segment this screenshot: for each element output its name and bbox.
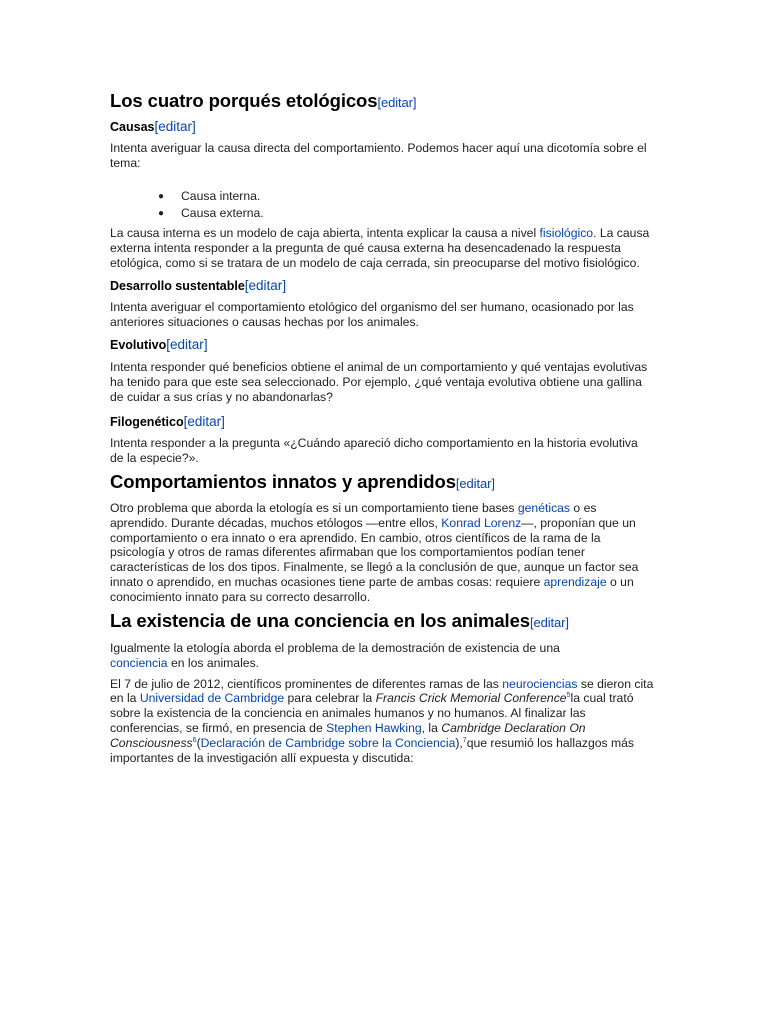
list-item-text: Causa externa. — [181, 206, 264, 220]
subsection-heading-causas: Causas[editar] — [110, 119, 196, 134]
text: en los animales. — [167, 655, 260, 670]
emphasis-conference-name: Francis Crick Memorial Conference — [375, 691, 567, 706]
text: para celebrar la — [284, 691, 376, 706]
link-aprendizaje[interactable]: aprendizaje — [543, 574, 607, 589]
list-item — [110, 205, 658, 222]
text: , la — [421, 720, 442, 735]
text: Igualmente la etología aborda el problema de la demostración de existencia de una — [110, 640, 560, 655]
link-neurociencias[interactable]: neurociencias — [502, 676, 578, 691]
edit-link[interactable]: editar — [170, 337, 204, 352]
subsection-heading-filogenetico: Filogenético[editar] — [110, 414, 225, 429]
section-heading-conciencia: La existencia de una conciencia en los animales[editar] — [110, 609, 569, 631]
section-title: Comportamientos innatos y aprendidos — [110, 471, 456, 492]
bullet-dot: ● — [158, 208, 165, 219]
text: se dieron cita en la — [110, 676, 654, 706]
bullet-dot: ● — [158, 191, 165, 202]
paragraph-causa-interna — [110, 226, 652, 271]
subsection-title: Filogenético — [110, 415, 184, 429]
paragraph-causas: Intenta averiguar la causa directa del comportamiento. Podemos hacer aquí una dicotomía sobre el tema: — [110, 141, 647, 170]
edit-link[interactable]: editar — [459, 476, 492, 491]
text: —, proponían que un comportamiento o era innato o era aprendido. En cambio, otros científicos de la rama de la psicología y otros de ramas diferentes afirmaban que los comportamientos podían tener características de los dos tipos. Finalmente, se llegó a la conclusión de que, aunque un factor sea innato o aprendido, en muchas ocasiones tiene parte de ambas cosas: requiere — [110, 515, 639, 589]
text: ( — [196, 735, 201, 750]
paragraph-filogenetico: Intenta responder a la pregunta «¿Cuándo apareció dicho comportamiento en la historia evolutiva de la especie?». — [110, 436, 638, 465]
section-heading-cuatro-porques: Los cuatro porqués etológicos[editar] — [110, 90, 417, 111]
text: Otro problema que aborda la etología es si un comportamiento tiene bases — [110, 501, 518, 515]
paragraph-desarrollo: Intenta averiguar el comportamiento etológico del organismo del ser humano, ocasionado por las anteriores situaciones o causas hechas por los animales. — [110, 300, 634, 329]
footnote-ref[interactable]: 5 — [566, 692, 571, 700]
text: El 7 de julio de 2012, científicos prominentes de diferentes ramas de las — [110, 676, 503, 691]
footnote-ref[interactable]: 6 — [192, 736, 197, 744]
text: o un conocimiento innato para su correcto desarrollo. — [110, 574, 634, 604]
subsection-heading-desarrollo: Desarrollo sustentable[editar] — [110, 278, 287, 293]
paragraph-conciencia-intro — [110, 641, 590, 671]
paragraph-evolutivo: Intenta responder qué beneficios obtiene el animal de un comportamiento y qué ventajas evolutivas ha tenido para que este sea seleccionado. Por ejemplo, ¿qué ventaja evolutiva obtiene una gallina de cuidar a sus crías y no abandonarlas? — [110, 360, 648, 404]
subsection-heading-evolutivo: Evolutivo[editar] — [110, 337, 208, 352]
edit-link[interactable]: editar — [187, 414, 222, 429]
section-title: La existencia de una conciencia en los animales — [110, 609, 530, 631]
link-geneticas[interactable]: genéticas — [517, 501, 571, 515]
text: . La causa externa intenta responder a la pregunta de qué causa externa ha desencadenado la respuesta etológica, como si se tratara de un modelo de caja cerrada, sin preocuparse del motivo fisiológico. — [110, 226, 650, 270]
link-konrad-lorenz[interactable]: Konrad Lorenz — [441, 515, 522, 530]
edit-link[interactable]: editar — [248, 278, 283, 293]
paragraph-cambridge — [110, 677, 658, 766]
subsection-title: Causas — [110, 120, 155, 134]
list-item-text: Causa interna. — [181, 189, 261, 203]
section-title: Los cuatro porqués etológicos — [110, 90, 378, 111]
section-heading-innatos: Comportamientos innatos y aprendidos[editar] — [110, 471, 495, 492]
edit-link[interactable]: editar — [380, 95, 413, 110]
list-item — [110, 188, 658, 205]
link-conciencia[interactable]: conciencia — [110, 655, 168, 670]
emphasis-declaration-name: Cambridge Declaration On Consciousness — [110, 720, 586, 750]
article-content — [110, 90, 658, 765]
edit-link[interactable]: editar — [533, 614, 566, 630]
text: La causa interna es un modelo de caja abierta, intenta explicar la causa a nivel — [110, 226, 540, 240]
text: la cual trató sobre la existencia de la conciencia en animales humanos y no humanos. Al finalizar las conferencias, se firmó, en presencia de — [110, 691, 634, 735]
text: ), — [455, 735, 463, 750]
link-declaracion-cambridge[interactable]: Declaración de Cambridge sobre la Conciencia — [200, 735, 456, 750]
footnote-ref[interactable]: 7 — [462, 736, 467, 744]
link-stephen-hawking[interactable]: Stephen Hawking — [326, 720, 422, 735]
link-universidad-cambridge[interactable]: Universidad de Cambridge — [139, 691, 285, 706]
text: que resumió los hallazgos más importantes de la investigación allí expuesta y discutida: — [110, 735, 635, 765]
subsection-title: Evolutivo — [110, 338, 167, 352]
paragraph-innatos — [110, 501, 655, 605]
link-fisiologico[interactable]: fisiológico — [539, 226, 594, 240]
subsection-title: Desarrollo sustentable — [110, 279, 245, 293]
edit-link[interactable]: editar — [158, 119, 193, 134]
text: o es aprendido. Durante décadas, muchos etólogos —entre ellos, — [110, 501, 597, 530]
bullet-list-causas — [110, 188, 658, 222]
